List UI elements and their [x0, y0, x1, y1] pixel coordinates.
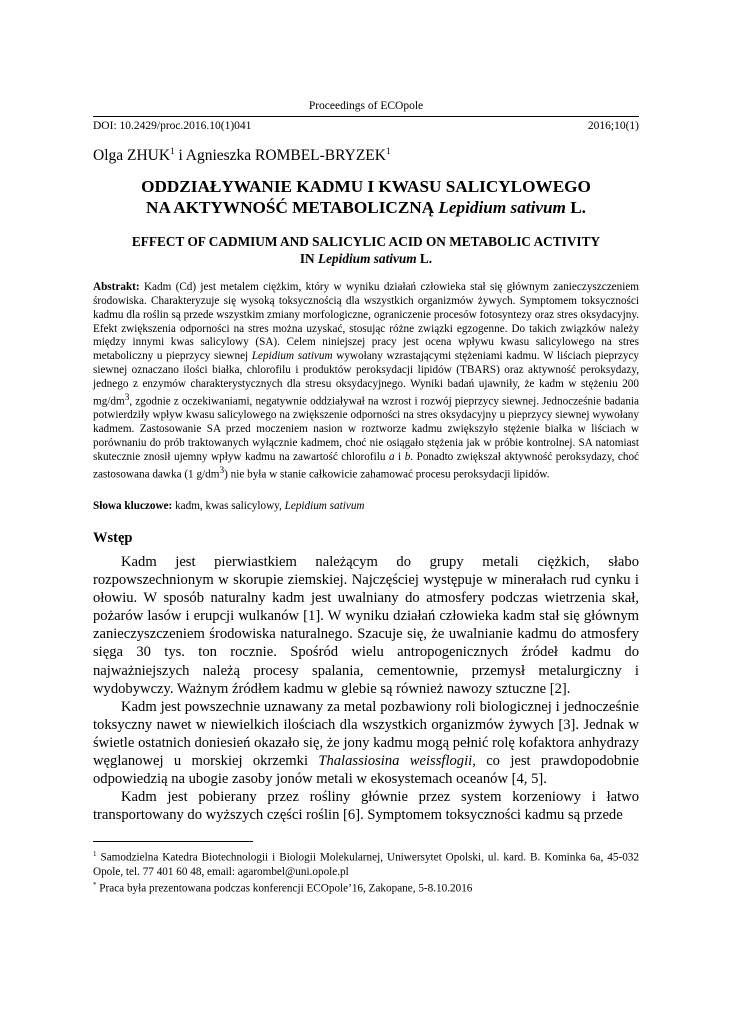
author-1-affiliation-mark: 1	[170, 146, 175, 156]
footnote-1-mark: 1	[93, 850, 97, 858]
title-english	[93, 233, 639, 267]
paper-page	[93, 0, 639, 1024]
abstract-superscript-1: 3	[124, 392, 130, 403]
keywords	[93, 500, 639, 512]
title-polish	[93, 176, 639, 218]
author-1: Olga ZHUK	[93, 147, 171, 165]
paragraph-2	[93, 698, 639, 788]
title-polish-species: Lepidium sativum	[438, 198, 566, 217]
abstract-text-3: , zgodnie z oczekiwaniami, negatywnie oddziaływał na wzrost i rozwój pieprzycy siewnej. Jednocześnie badania potwierdziły wpływ kwasu salicylowego na zwiększenie odporności na stres oksydacyjny u pieprzycy siewnej wywołany kadmem. Zastosowanie SA przed moczeniem nasion w roztworze kadmu zwiększyło stężenie białka w liściach w porównaniu do prób traktowanych wyłącznie kadmem, choć nie osiągało stężenia jak w próbie kontrolnej. SA natomiast skutecznie znosił ujemny wpływ kadmu na zawartość chlorofilu	[93, 395, 639, 463]
abstract-text-1: Kadm (Cd) jest metalem ciężkim, który w wyniku działań człowieka stał się głównym zanieczyszczeniem środowiska. Charakteryzuje się wysoką toksycznością dla wszystkich organizmów żywych. Symptomem toksyczności kadmu dla roślin są przede wszystkim zmiany morfologiczne, ograniczenie procesów fotosyntezy oraz stres oksydacyjny. Efekt zwiększenia odporności na stres można uzyskać, stosując różne związki egzogenne. Do takich związków należy między innymi kwas salicylowy (SA). Celem niniejszej pracy jest ocena wpływu kwasu salicylowego na stres metaboliczny u pieprzycy siewnej	[93, 281, 639, 363]
doi-row	[93, 116, 639, 132]
author-conjunction: i	[174, 147, 186, 165]
title-polish-suffix: L.	[565, 198, 586, 217]
title-english-line-1: EFFECT OF CADMIUM AND SALICYLIC ACID ON METABOLIC ACTIVITY	[131, 234, 601, 249]
abstract-superscript-2: 3	[219, 465, 225, 476]
footnote-2-mark: *	[93, 881, 97, 890]
abstract-text-6: ) nie była w stanie całkowicie zahamować procesu peroksydacji lipidów.	[224, 468, 550, 481]
running-title: Proceedings of ECOpole	[308, 100, 424, 112]
footnote-1	[93, 848, 639, 879]
title-polish-line-2	[93, 197, 639, 218]
abstract	[93, 281, 639, 482]
abstract-text-4: i	[394, 450, 405, 463]
body-text	[93, 553, 639, 824]
keywords-text: kadm, kwas salicylowy,	[172, 500, 285, 512]
title-english-suffix: L.	[416, 251, 433, 266]
footnote-1-text: Samodzielna Katedra Biotechnologii i Biologii Molekularnej, Uniwersytet Opolski, ul. kard. B. Kominka 6a, 45-032 Opole, tel. 77 401 60 48, email: agarombel@uni.opole.pl	[93, 851, 639, 878]
section-heading: Wstęp	[93, 530, 133, 546]
abstract-species: Lepidium sativum	[251, 350, 333, 363]
abstract-text-5: . Ponadto zwiększał aktywność peroksydazy, choć zastosowana dawka (1 g/dm	[93, 450, 640, 481]
author-2: Agnieszka ROMBEL-BRYZEK	[185, 147, 386, 165]
paragraph-3: Kadm jest pobierany przez rośliny głównie przez system korzeniowy i łatwo transportowany do wyższych części roślin [6]. Symptomem toksyczności kadmu są przede	[93, 789, 639, 824]
keywords-label: Słowa kluczowe:	[93, 500, 173, 512]
title-english-prefix: IN	[299, 251, 318, 266]
title-polish-line-1: ODDZIAŁYWANIE KADMU I KWASU SALICYLOWEGO	[141, 177, 591, 196]
footnote-2	[93, 879, 639, 897]
author-2-affiliation-mark: 1	[385, 146, 391, 156]
paragraph-2-text-a: Kadm jest powszechnie uznawany za metal pozbawiony roli biologicznej i jednocześnie toksyczny nawet w niewielkich ilościach dla wszystkich organizmów żywych [3]. Jednak w świetle ostatnich doniesień okazało się, że jony kadmu mogą pełnić rolę kofaktora anhydrazy węglanowej u morskiej okrzemki	[93, 698, 639, 770]
abstract-text-2: wywołany wzrastającymi stężeniami kadmu. W liściach pieprzycy siewnej oznaczano ilości białka, chlorofilu i produktów peroksydacji lipidów (TBARS) oraz aktywność peroksydazy, jednego z enzymów charakterystycznych dla stresu oksydacyjnego. Wyniki badań ujawniły, że kadm w stężeniu 200 mg/dm	[93, 350, 639, 408]
keywords-species: Lepidium sativum	[284, 500, 365, 512]
abstract-label: Abstrakt:	[93, 281, 140, 293]
abstract-chlorophyll-b: b	[404, 450, 411, 463]
paragraph-2-text-b: , co jest prawdopodobnie odpowiedzią na ubogie zasoby jonów metali w ekosystemach oceanów [4, 5].	[93, 753, 639, 788]
title-english-line-2	[93, 250, 639, 267]
abstract-chlorophyll-a: a	[388, 450, 395, 463]
footnotes	[93, 848, 639, 897]
doi: DOI: 10.2429/proc.2016.10(1)041	[93, 120, 252, 132]
paragraph-2-species: Thalassiosina weissflogii	[318, 753, 473, 770]
title-polish-text: NA AKTYWNOŚĆ METABOLICZNĄ	[146, 198, 439, 217]
title-english-species: Lepidium sativum	[317, 251, 417, 266]
footnote-divider	[93, 841, 253, 842]
paragraph-1: Kadm jest pierwiastkiem należącym do grupy metali ciężkich, słabo rozpowszechnionym w skorupie ziemskiej. Najczęściej występuje w minerałach rud cynku i ołowiu. W sposób naturalny kadm jest uwalniany do atmosfery podczas wietrzenia skał, pożarów lasów i erupcji wulkanów [1]. W wyniku działań człowieka kadm stał się głównym zanieczyszczeniem środowiska naturalnego. Szacuje się, że uwalnianie kadmu do atmosfery sięga 30 tys. ton rocznie. Spośród wielu antropogenicznych źródeł kadmu do najważniejszych należą procesy spalania, cementownie, przemysł metalurgiczny i wydobywczy. Ważnym źródłem kadmu w glebie są również nawozy sztuczne [2].	[93, 554, 639, 697]
footnote-2-text: Praca była prezentowana podczas konferencji ECOpole’16, Zakopane, 5-8.10.2016	[96, 883, 473, 896]
volume: 2016;10(1)	[587, 120, 639, 132]
author-line	[93, 146, 390, 165]
